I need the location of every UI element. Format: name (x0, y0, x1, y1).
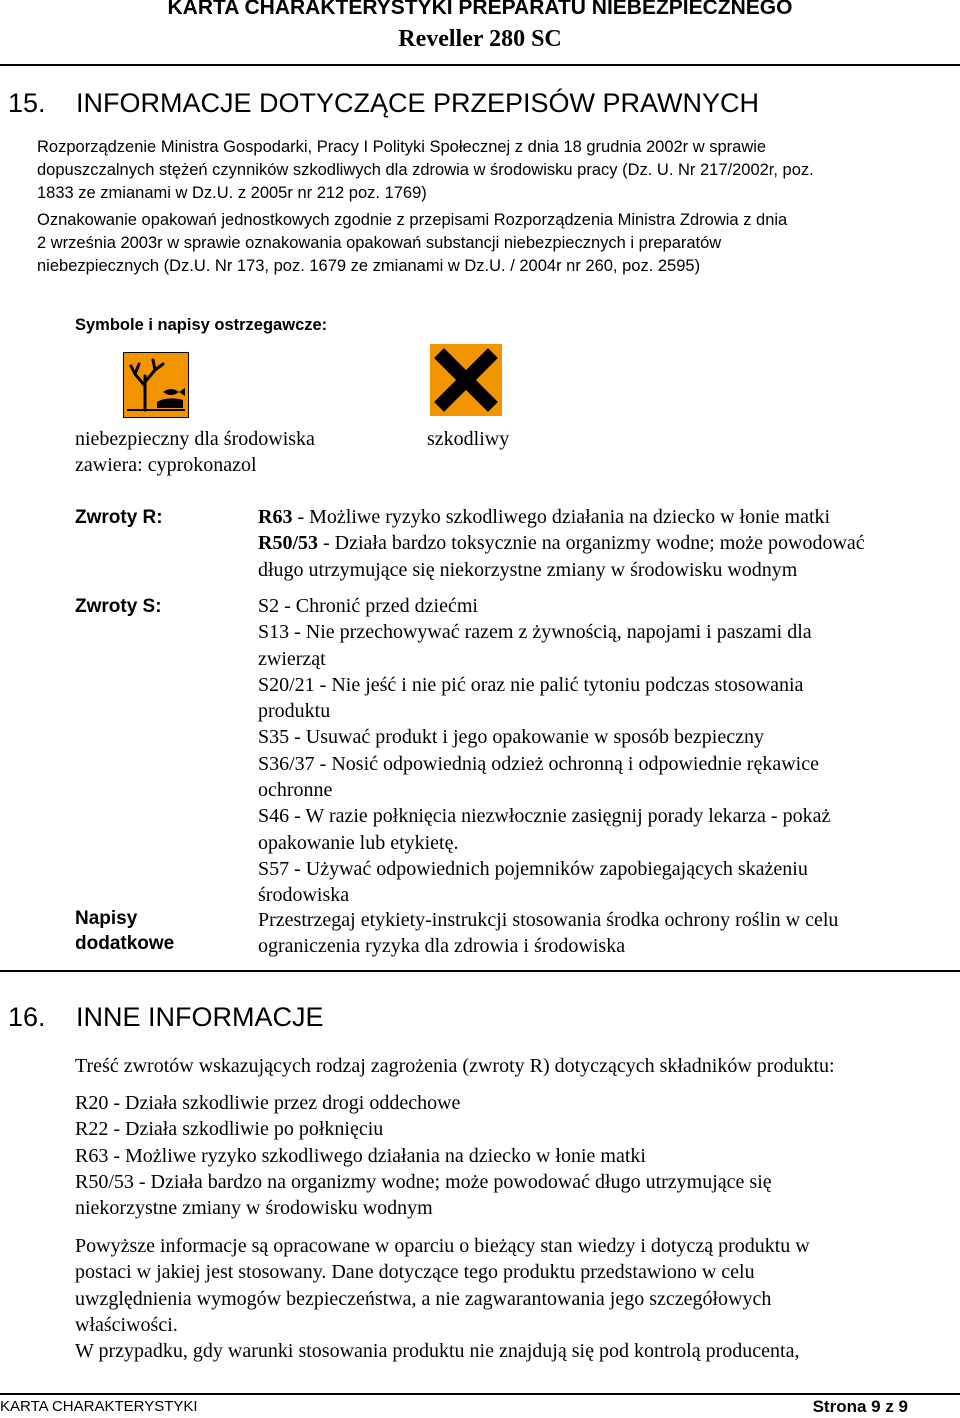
s-phrase: S20/21 - Nie jeść i nie pić oraz nie palić tytoniu podczas stosowania (258, 673, 804, 696)
text-line: niebezpiecznych (Dz.U. Nr 173, poz. 1679 ze zmianami w Dz.U. / 2004r nr 260, poz. 2595) (37, 257, 701, 275)
header-divider (0, 64, 960, 66)
s-phrase: S35 - Usuwać produkt i jego opakowanie w sposób bezpieczny (258, 726, 764, 749)
r-text: - Możliwe ryzyko szkodliwego działania na dziecko w łonie matki (292, 506, 831, 528)
text-line: 1833 ze zmianami w Dz.U. z 2005r nr 212 poz. 1769) (37, 184, 427, 202)
footer-divider (0, 1393, 960, 1395)
product-name: Reveller 280 SC (398, 26, 562, 52)
s-phrase: zwierząt (258, 647, 326, 670)
r-code: R50/53 (258, 532, 318, 555)
r-intro: Treść zwrotów wskazujących rodzaj zagrożenia (zwroty R) dotyczących składników produktu: (75, 1055, 835, 1077)
s-phrases-list (258, 593, 938, 909)
dead-tree-fish-icon (123, 352, 189, 418)
text-line: Oznakowanie opakowań jednostkowych zgodnie z przepisami Rozporządzenia Ministra Zdrowia z dnia (37, 211, 788, 229)
r-text: długo utrzymujące się niekorzystne zmiany w środowisku wodnym (258, 558, 798, 581)
r-phrases-label: Zwroty R: (75, 507, 163, 528)
section-16-heading (8, 1002, 324, 1033)
s-phrase: S13 - Nie przechowywać razem z żywnością, napojami i paszami dla (258, 621, 812, 644)
r-list-16 (75, 1090, 945, 1221)
caption-line: niebezpieczny dla środowiska (75, 428, 315, 450)
text-line: Przestrzegaj etykiety-instrukcji stosowania środka ochrony roślin w celu (258, 909, 839, 931)
text-line: 2 września 2003r w sprawie oznakowania opakowań substancji niebezpiecznych i preparatów (37, 234, 722, 252)
s-phrase: S2 - Chronić przed dziećmi (258, 595, 478, 617)
text-line: Rozporządzenie Ministra Gospodarki, Pracy I Polityki Społecznej z dnia 18 grudnia 2002r w sprawie (37, 138, 767, 156)
env-hazard-caption (75, 426, 315, 478)
section-divider (0, 970, 960, 972)
page-number: Strona 9 z 9 (812, 1397, 908, 1416)
section-15-number: 15. (8, 88, 46, 118)
text-line: dopuszczalnych stężeń czynników szkodliwych dla zdrowia w środowisku pracy (Dz. U. Nr 217/2002r, poz. (37, 161, 814, 179)
regulation-paragraph-2 (37, 209, 927, 278)
s-phrase: środowiska (258, 884, 350, 907)
r-phrase (258, 530, 938, 556)
text-line: W przypadku, gdy warunki stosowania produktu nie znajdują się pod kontrolą producenta, (75, 1340, 800, 1363)
s-phrase: S57 - Używać odpowiednich pojemników zapobiegających skażeniu (258, 857, 808, 880)
r-code: R63 (258, 506, 293, 528)
symbols-heading: Symbole i napisy ostrzegawcze: (75, 316, 328, 334)
r-list-item: niekorzystne zmiany w środowisku wodnym (75, 1197, 433, 1220)
x-cross-icon (430, 344, 502, 416)
additional-text (258, 907, 938, 960)
caption-line: zawiera: cyprokonazol (75, 454, 257, 476)
additional-label (75, 906, 174, 956)
section-16-number: 16. (8, 1002, 46, 1032)
text-line: uwzględnienia wymogów bezpieczeństwa, a nie zagwarantowania jego szczegółowych (75, 1287, 772, 1310)
r-list-item: R22 - Działa szkodliwie po połknięciu (75, 1118, 384, 1141)
section-15-heading (8, 88, 759, 119)
r-phrase (258, 557, 938, 583)
text-line: właściwości. (75, 1313, 178, 1336)
s-phrase: ochronne (258, 779, 333, 802)
label-line: dodatkowe (75, 933, 175, 954)
s-phrases-label: Zwroty S: (75, 596, 162, 617)
s-phrase: S36/37 - Nosić odpowiednią odzież ochronną i odpowiednie rękawice (258, 752, 819, 775)
footer-doc-name: KARTA CHARAKTERYSTYKI (0, 1398, 198, 1415)
s-phrase: produktu (258, 700, 331, 723)
regulation-paragraph-1 (37, 136, 927, 205)
section-16-title: INNE INFORMACJE (76, 1002, 324, 1032)
text-line: Powyższe informacje są opracowane w oparciu o bieżący stan wiedzy i dotyczą produktu w (75, 1235, 810, 1257)
disclaimer-paragraph (75, 1233, 945, 1364)
r-text: - Działa bardzo toksycznie na organizmy wodne; może powodować (318, 532, 865, 555)
r-list-item: R20 - Działa szkodliwie przez drogi oddechowe (75, 1092, 461, 1114)
label-line: Napisy (75, 908, 138, 929)
text-line: ograniczenia ryzyka dla zdrowia i środowiska (258, 935, 626, 958)
r-phrases-list (258, 504, 938, 583)
section-15-title: INFORMACJE DOTYCZĄCE PRZEPISÓW PRAWNYCH (76, 88, 760, 118)
r-list-item: R50/53 - Działa bardzo na organizmy wodne; może powodować długo utrzymujące się (75, 1170, 772, 1193)
r-phrase (258, 504, 938, 530)
r-list-item: R63 - Możliwe ryzyko szkodliwego działania na dziecko w łonie matki (75, 1144, 646, 1167)
s-phrase: S46 - W razie połknięcia niezwłocznie zasięgnij porady lekarza - pokaż (258, 805, 831, 828)
harmful-caption: szkodliwy (427, 428, 510, 450)
s-phrase: opakowanie lub etykietę. (258, 831, 459, 854)
text-line: postaci w jakiej jest stosowany. Dane dotyczące tego produktu przedstawiono w celu (75, 1261, 755, 1284)
document-title: KARTA CHARAKTERYSTYKI PREPARATU NIEBEZPIECZNEGO (167, 0, 793, 19)
